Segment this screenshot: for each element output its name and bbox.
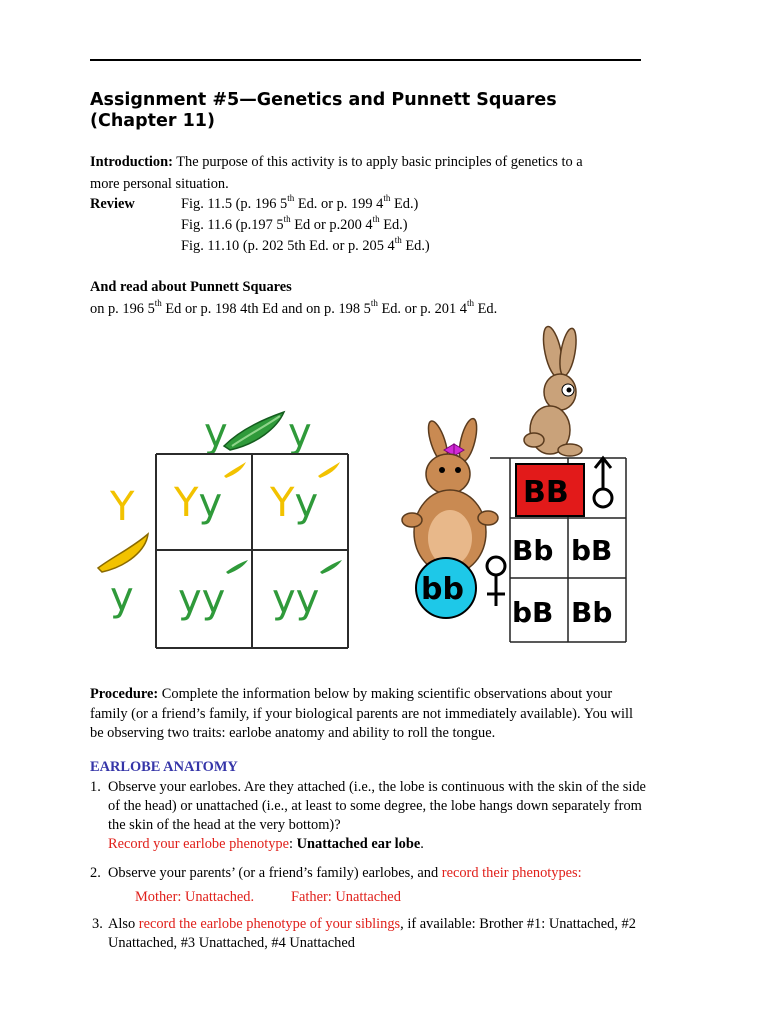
item3-record: record the earlobe phenotype of your siblings <box>138 916 401 932</box>
small-green-pod-icon <box>320 560 342 574</box>
item1-line-2: of the head) or unattached (i.e., at least to some degree, the lobe hangs down separately from <box>108 798 642 814</box>
pages-sup3: th <box>466 298 474 309</box>
item3-line-1 <box>108 915 636 933</box>
pea-cell-text: yy <box>178 576 226 622</box>
fig3-sup1: th <box>394 235 402 246</box>
page-title <box>90 90 557 132</box>
item1-record-line <box>108 835 424 853</box>
review-fig-1 <box>181 195 418 213</box>
pea-left-allele-1: Y <box>110 484 135 530</box>
fig2-a: Fig. 11.6 (p.197 5 <box>181 217 284 233</box>
punnett-read-pages <box>90 300 497 318</box>
female-allele-label: bb <box>421 572 464 607</box>
rabbit-cell-1: Bb <box>512 534 554 567</box>
female-symbol-icon <box>487 557 505 606</box>
title-rule <box>90 59 641 61</box>
procedure-line-2: family (or a friend’s family, if your biological parents are not immediately available). You will <box>90 706 633 722</box>
item1-num: 1. <box>90 779 101 795</box>
pea-top-allele-2: y <box>288 410 312 456</box>
item3-text-a: Also <box>108 916 139 932</box>
item2-num: 2. <box>90 865 101 881</box>
svg-text:Yy: Yy <box>174 480 223 526</box>
fig2-c: Ed.) <box>379 217 408 233</box>
fig3-c: Ed.) <box>401 238 430 254</box>
item2-text: Observe your parents’ (or a friend’s family) earlobes, and <box>108 865 442 881</box>
pages-c: Ed. or p. 201 4 <box>377 301 467 317</box>
item1-line-1: Observe your earlobes. Are they attached (i.e., the lobe is continuous with the skin of the side <box>108 779 646 795</box>
item1-record: Record your earlobe phenotype <box>108 836 290 852</box>
fig1-b: Ed. or p. 199 4 <box>294 196 384 212</box>
pages-a: on p. 196 5 <box>90 301 155 317</box>
pea-cell-yy-4 <box>272 560 342 622</box>
item3-num: 3. <box>92 916 103 932</box>
pages-sup2: th <box>370 298 378 309</box>
punnett-read-heading: And read about Punnett Squares <box>90 279 292 295</box>
fig2-sup2: th <box>372 214 380 225</box>
title-line-2: (Chapter 11) <box>90 111 215 131</box>
male-rabbit-icon <box>524 325 582 456</box>
yellow-pea-pod-icon <box>98 534 148 572</box>
fig1-c: Ed.) <box>390 196 419 212</box>
item2-mother: Mother: Unattached. <box>135 889 255 905</box>
rabbit-cell-3: bB <box>512 596 554 629</box>
rabbit-cell-4: Bb <box>571 596 613 629</box>
pea-top-allele-1: y <box>204 410 228 456</box>
fig2-b: Ed or p.200 4 <box>290 217 373 233</box>
small-yellow-pod-icon <box>224 462 246 478</box>
earlobe-heading: EARLOBE ANATOMY <box>90 759 238 775</box>
rabbit-cell-2: bB <box>571 534 613 567</box>
fig1-sup1: th <box>287 193 295 204</box>
review-label: Review <box>90 196 135 212</box>
small-green-pod-icon <box>226 560 248 574</box>
procedure-text-1: Complete the information below by making scientific observations about your <box>158 686 613 702</box>
fig1-a: Fig. 11.5 (p. 196 5 <box>181 196 288 212</box>
pages-sup1: th <box>154 298 162 309</box>
male-symbol-icon <box>594 458 612 507</box>
fig3-a: Fig. 11.10 (p. 202 5th Ed. or p. 205 4 <box>181 238 395 254</box>
item2-record: record their phenotypes: <box>441 865 582 881</box>
item3-line-2: Unattached, #3 Unattached, #4 Unattached <box>108 935 355 951</box>
pea-cell-yy-3 <box>178 560 248 622</box>
review-fig-2 <box>181 216 408 234</box>
item3-text-b: , if available: Brother #1: Unattached, #2 <box>400 916 636 932</box>
female-rabbit-icon <box>402 417 498 574</box>
intro-line-1 <box>90 153 583 171</box>
review-fig-3 <box>181 237 430 255</box>
item1-line-3: the skin of the head at the very bottom)? <box>108 817 341 833</box>
procedure-label: Procedure: <box>90 686 159 702</box>
pea-cell-yy-1 <box>173 462 246 526</box>
procedure-line-1 <box>90 685 612 703</box>
green-pea-pod-icon <box>224 412 284 450</box>
intro-label: Introduction: <box>90 154 173 170</box>
svg-text:Yy: Yy <box>270 480 319 526</box>
pea-cell-text: yy <box>272 576 320 622</box>
pages-d: Ed. <box>474 301 498 317</box>
pea-cell-yy-2 <box>269 462 340 526</box>
male-allele-label: BB <box>523 475 569 510</box>
pea-left-allele-2: y <box>110 574 134 620</box>
small-yellow-pod-icon <box>318 462 340 478</box>
pea-punnett-illustration <box>92 398 356 656</box>
intro-text-1: The purpose of this activity is to apply basic principles of genetics to a <box>172 154 583 170</box>
fig1-sup2: th <box>383 193 391 204</box>
title-line-1: Assignment #5—Genetics and Punnett Squares <box>90 90 557 110</box>
item1-answer: Unattached ear lobe <box>296 836 421 852</box>
item1-period: . <box>420 836 424 852</box>
procedure-line-3: be observing two traits: earlobe anatomy and ability to roll the tongue. <box>90 725 496 741</box>
item2-line-1 <box>108 864 582 882</box>
intro-line-2: more personal situation. <box>90 176 229 192</box>
rabbit-punnett-illustration <box>398 322 648 652</box>
fig2-sup1: th <box>283 214 291 225</box>
item2-father: Father: Unattached <box>291 889 401 905</box>
item1-colon: : <box>289 836 297 852</box>
pages-b: Ed or p. 198 4th Ed and on p. 198 5 <box>161 301 371 317</box>
